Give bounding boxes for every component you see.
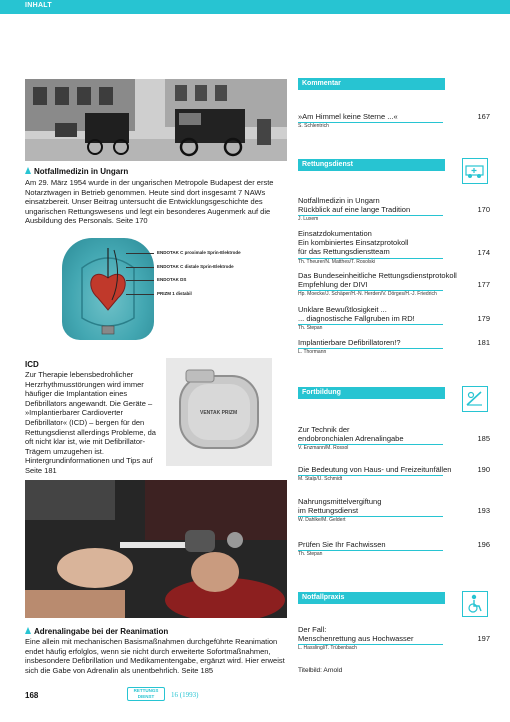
toc-authors: W. Dahlke/M. Geldert — [298, 517, 346, 524]
toc-entry[interactable]: Nahrungsmittelvergiftung im Rettungsdienst 193 — [298, 497, 490, 516]
toc-entry[interactable]: Der Fall: Menschenrettung aus Hochwasser 197 — [298, 625, 490, 644]
toc-entry[interactable]: Implantierbare Defibrillatoren!? 181 — [298, 338, 490, 348]
toc-fortbildung-1 — [298, 425, 490, 452]
arrow-up-icon — [25, 627, 31, 634]
toc-authors: J. Luxem — [298, 216, 319, 223]
training-section-icon — [462, 386, 488, 412]
article-teaser-ungarn: Am 29. März 1954 wurde in der ungarischen Metropole Budapest der erste Notarztwagen in Betrieb genommen. Heute sind dort insgesamt 7 NAWs einsatzbereit. Unser Beitrag untersucht die Entwicklungsgeschichte des ungarischen Rettungswesens und legt ein besonderes Augenmerk auf die Ausbildung des Personals. Seite 170 — [25, 178, 274, 226]
toc-authors: V. Enzmann/M. Rossol — [298, 445, 349, 452]
section-bar-rettungsdienst: Rettungsdienst — [298, 159, 445, 171]
toc-rettungsdienst-1 — [298, 196, 490, 223]
toc-page-number: 174 — [477, 247, 490, 257]
diagram-labels — [157, 250, 241, 304]
ambulance-section-icon — [462, 158, 488, 184]
toc-entry[interactable]: Das Bundeseinheitliche Rettungsdienstprotokoll Empfehlung der DIVI 177 — [298, 271, 490, 290]
diagram-label: ENDOTAK C distale Sprin-Elektrode — [157, 264, 241, 270]
toc-fortbildung-3 — [298, 497, 490, 524]
toc-authors: Th. Stepan — [298, 325, 323, 332]
toc-page-number: 190 — [477, 465, 490, 475]
section-bar-fortbildung: Fortbildung — [298, 387, 445, 399]
section-bar-kommentar: Kommentar — [298, 78, 445, 90]
toc-page-number: 170 — [477, 205, 490, 215]
toc-authors: L. Hasslingl/T. Trübenbach — [298, 645, 357, 652]
article-teaser-reanimation: Eine allein mit mechanischen Basismaßnahmen durchgeführte Reanimation endet häufig erfolglos, wenn sie nicht durch erweiterte Sofortmaßnahmen, insbesondere Defibrillation und Medikamentengabe, ergänzt wird. Hier erweist sich die Gabe von Adrenalin als unentbehrlich. Seite 185 — [25, 637, 285, 675]
toc-page-number: 185 — [477, 434, 490, 444]
toc-rettungsdienst-3 — [298, 271, 490, 298]
toc-rettungsdienst-2 — [298, 229, 490, 266]
section-header-bar — [0, 0, 510, 14]
cover-photo-credit: Titelbild: Arnold — [298, 667, 343, 674]
article-headline-reanimation: Adrenalingabe bei der Reanimation — [25, 627, 168, 636]
toc-page-number: 196 — [477, 540, 490, 550]
toc-page-number: 179 — [477, 314, 490, 324]
toc-fortbildung-2 — [298, 465, 490, 483]
toc-entry[interactable]: Notfallmedizin in Ungarn Rückblick auf eine lange Tradition 170 — [298, 196, 490, 215]
diagram-label: ENDOTAK C proximale Sprin-Elektrode — [157, 250, 241, 255]
toc-entry[interactable]: Unklare Bewußtlosigkeit ... ... diagnostische Fallgruben im RD! 179 — [298, 305, 490, 324]
article-headline-ungarn: Notfallmedizin in Ungarn — [25, 167, 128, 176]
arrow-up-icon — [25, 167, 31, 174]
toc-entry[interactable]: »Am Himmel keine Sterne ...« 167 — [298, 112, 490, 122]
toc-authors: Th. Theurer/N. Matthes/T. Rosolski — [298, 258, 376, 265]
ambulance-history-photo — [25, 79, 287, 161]
toc-authors: S. Schlentrich — [298, 123, 329, 130]
toc-entry[interactable]: Die Bedeutung von Haus- und Freizeitunfällen 190 — [298, 465, 490, 475]
article-headline-icd: ICD — [25, 360, 39, 369]
reanimation-photo — [25, 480, 287, 618]
page-number: 168 — [25, 691, 39, 700]
toc-entry[interactable]: Einsatzdokumentation Ein kombiniertes Einsatzprotokoll für das Rettungsdienstteam 174 — [298, 229, 490, 257]
toc-page-number: 197 — [477, 634, 490, 644]
toc-authors: M. Stalp/U. Schmidt — [298, 476, 343, 483]
toc-page-number: 193 — [477, 506, 490, 516]
magazine-logo: RETTUNGS DIENST — [127, 687, 165, 701]
toc-entry[interactable]: Zur Technik der endobronchialen Adrenalingabe 185 — [298, 425, 490, 444]
defibrillator-device-photo — [166, 358, 272, 466]
section-bar-notfallpraxis: Notfallpraxis — [298, 592, 445, 604]
device-label: VENTAK PRIZM — [200, 410, 238, 416]
toc-authors: L. Thormann — [298, 349, 327, 356]
article-teaser-icd: Zur Therapie lebensbedrohlicher Herzrhythmusstörungen wird immer häufiger die Implantation eines Defibrillators angewandt. Die Geräte – »Implantierbarer Cardioverter Defibrillator« (ICD) – bergen für den Rettungsdienst allerdings Probleme, da oft nicht klar ist, wie mit Defibrillator-Trägern umzugehen ist. Hintergrundinformationen und Tips auf Seite 181 — [25, 370, 156, 475]
toc-rettungsdienst-5 — [298, 338, 490, 356]
toc-page-number: 167 — [477, 112, 490, 122]
toc-fortbildung-4 — [298, 540, 490, 558]
section-header-label: INHALT — [25, 2, 52, 9]
toc-authors: Hp. Moecke/J. Schäper/H.-N. Herden/V. Dörges/H.-J. Friedrich — [298, 291, 437, 298]
issue-number: 16 (1993) — [171, 691, 199, 699]
toc-page-number: 181 — [477, 338, 490, 348]
diagram-label: ENDOTAK DS — [157, 277, 241, 283]
diagram-label: PRIZM 1 distabil — [157, 291, 241, 297]
toc-kommentar — [298, 112, 490, 130]
toc-page-number: 177 — [477, 280, 490, 290]
wheelchair-section-icon — [462, 591, 488, 617]
toc-rettungsdienst-4 — [298, 305, 490, 332]
toc-notfallpraxis-1 — [298, 625, 490, 652]
toc-entry[interactable]: Prüfen Sie Ihr Fachwissen 196 — [298, 540, 490, 550]
toc-authors: Th. Stepan — [298, 551, 323, 558]
